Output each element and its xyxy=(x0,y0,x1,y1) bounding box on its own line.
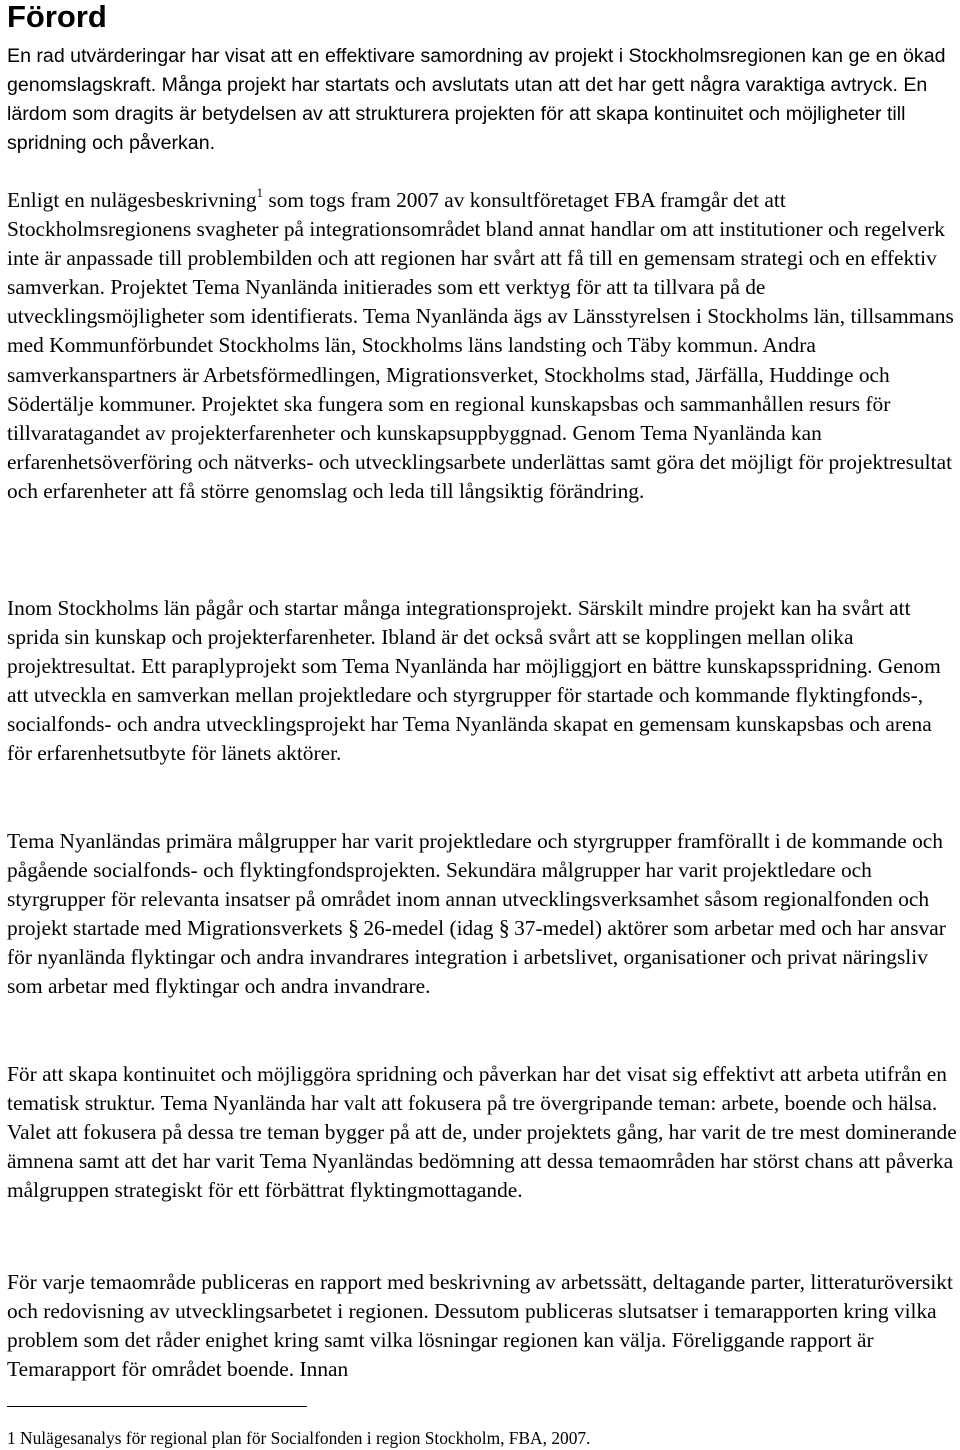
paragraph-text: Enligt en nulägesbeskrivning xyxy=(7,188,257,212)
footnote-reference: 1 xyxy=(256,185,264,200)
page-title: Förord xyxy=(7,0,107,34)
body-paragraph-5: För varje temaområde publiceras en rapport med beskrivning av arbetssätt, deltagande parter, litteraturöversikt och redovisning av utvecklingsarbetet i regionen. Dessutom publiceras slutsatser i temarapporten kring vilka problem som det råder enighet kring samt vilka lösningar regionen kan välja. Föreliggande rapport är Temarapport för området boende. Innan xyxy=(7,1270,953,1382)
body-paragraph-2: Inom Stockholms län pågår och startar många integrationsprojekt. Särskilt mindre projekt kan ha svårt att sprida sin kunskap och projekterfarenheter. Ibland är det också svårt att se kopplingen mellan olika projektresultat. Ett paraplyprojekt som Tema Nyanlända har möjliggjort en bättre kunskapsspridning. Genom att utveckla en samverkan mellan projektledare och styrgrupper för startade och kommande flyktingfonds-, socialfonds- och andra utvecklingsprojekt har Tema Nyanlända skapat en gemensam kunskapsbas och arena för erfarenhetsutbyte för länets aktörer. xyxy=(7,596,941,766)
body-paragraph-3: Tema Nyanländas primära målgrupper har varit projektledare och styrgrupper framförallt i de kommande och pågående socialfonds- och flyktingfondsprojekten. Sekundära målgrupper har varit projektledare och styrgrupper för relevanta insatser på området inom annan utvecklingsverksamhet såsom regionalfonden och projekt startade med Migrationsverkets § 26-medel (idag § 37-medel) aktörer som arbetar med och har ansvar för nyanlända flyktingar och andra invandrares integration i arbetslivet, organisationer och privat näringsliv som arbetar med flyktingar och andra invandrare. xyxy=(7,829,946,999)
footnote: 1 Nulägesanalys för regional plan för Socialfonden i region Stockholm, FBA, 2007. xyxy=(7,1428,591,1448)
body-paragraph-4: För att skapa kontinuitet och möjliggöra spridning och påverkan har det visat sig effektivt att arbeta utifrån en tematisk struktur. Tema Nyanlända har valt att fokusera på tre övergripande teman: arbete, boende och hälsa. Valet att fokusera på dessa tre teman bygger på att de, under projektets gång, har varit de tre mest dominerande ämnena samt att det har varit Tema Nyanländas bedömning att dessa temaområden har störst chans att påverka målgruppen strategiskt för ett förbättrat flyktingmottagande. xyxy=(7,1062,957,1203)
body-paragraph-1 xyxy=(7,186,959,506)
paragraph-text: som togs fram 2007 av konsultföretaget FBA framgår det att Stockholmsregionens svagheter på integrationsområdet bland annat handlar om att institutioner och regelverk inte är anpassade till problembilden och att regionen har svårt att få till en gemensam strategi och en effektiv samverkan. Projektet Tema Nyanlända initierades som ett verktyg för att ta tillvara på de utvecklingsmöjligheter som identifierats. Tema Nyanlända ägs av Länsstyrelsen i Stockholms län, tillsammans med Kommunförbundet Stockholms län, Stockholms läns landsting och Täby kommun. Andra samverkanspartners är Arbetsförmedlingen, Migrationsverket, Stockholms stad, Järfälla, Huddinge och Södertälje kommuner. Projektet ska fungera som en regional kunskapsbas och sammanhållen resurs för tillvaratagandet av projekterfarenheter och kunskapsuppbyggnad. Genom Tema Nyanlända kan erfarenhetsöverföring och nätverks- och utvecklingsarbete underlättas samt göra det möjligt för projektresultat och erfarenheter att få större genomslag och leda till långsiktig förändring. xyxy=(7,188,954,503)
paragraph-text: 26-medel (idag xyxy=(357,916,499,941)
intro-paragraph: En rad utvärderingar har visat att en effektivare samordning av projekt i Stockholmsregionen kan ge en ökad genomslagskraft. Många projekt har startats och avslutats utan att det har gett några varaktiga avtryck. En lärdom som dragits är betydelsen av att strukturera projekten för att skapa kontinuitet och möjligheter till spridning och påverkan. xyxy=(7,45,946,154)
paragraph-text: 37-medel) aktörer som arbetar med och har ansvar för nyanlända flyktingar och andra invandrares integration i arbetslivet, organisationer och privat näringsliv som arbetar med flyktingar och andra invandrare. xyxy=(7,916,946,999)
paragraph-text: Tema Nyanländas primära målgrupper har varit projektledare och styrgrupper framförallt i de kommande och pågående socialfonds- och flyktingfondsprojekten. Sekundära målgrupper har varit projektledare och styrgrupper för relevanta insatser på området inom annan utvecklingsverksamhet såsom regionalfonden och projekt startade med Migrationsverkets xyxy=(7,829,943,941)
footnote-divider xyxy=(7,1406,307,1407)
